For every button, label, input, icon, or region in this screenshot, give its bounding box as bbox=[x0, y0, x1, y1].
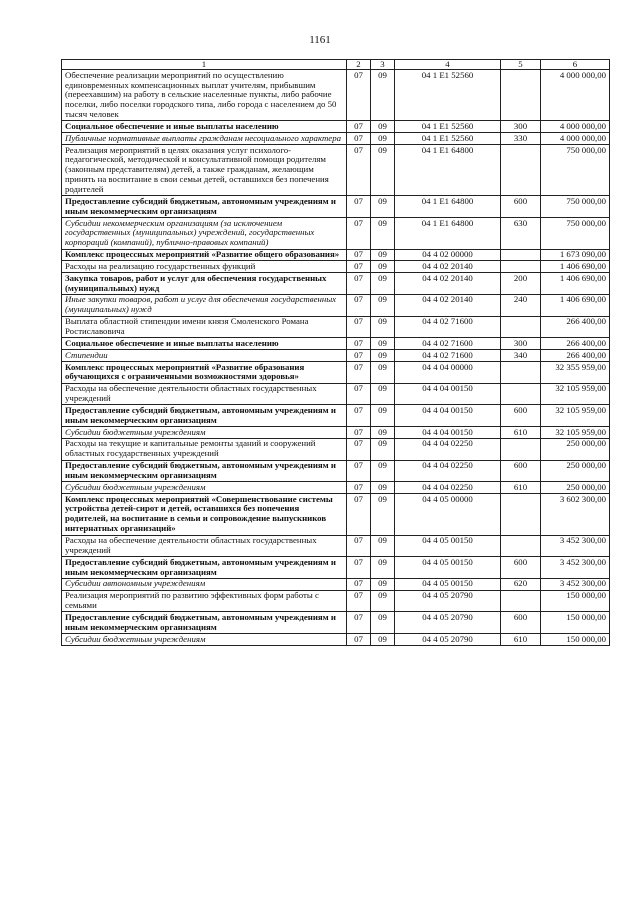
expense-type-cell: 300 bbox=[501, 338, 541, 350]
expense-type-cell bbox=[501, 70, 541, 121]
table-row bbox=[62, 145, 610, 196]
table-row bbox=[62, 427, 610, 439]
expense-type-cell: 330 bbox=[501, 133, 541, 145]
amount-cell: 266 400,00 bbox=[541, 350, 610, 362]
table-row bbox=[62, 261, 610, 273]
header-cell: 6 bbox=[541, 60, 610, 70]
section-code-cell: 07 bbox=[347, 196, 371, 218]
amount-cell: 1 406 690,00 bbox=[541, 273, 610, 295]
row-name-cell: Социальное обеспечение и иные выплаты населению bbox=[62, 338, 347, 350]
section-code-cell: 07 bbox=[347, 316, 371, 338]
subsection-code-cell: 09 bbox=[371, 383, 395, 405]
section-code-cell: 07 bbox=[347, 427, 371, 439]
subsection-code-cell: 09 bbox=[371, 460, 395, 482]
expense-type-cell bbox=[501, 383, 541, 405]
target-article-cell: 04 4 02 71600 bbox=[395, 350, 501, 362]
amount-cell: 3 452 300,00 bbox=[541, 578, 610, 590]
row-name-cell: Субсидии некоммерческим организациям (за исключением государственных (муниципальных) учреждений, государственных корпораций (компаний), публично-правовых компаний) bbox=[62, 218, 347, 250]
row-name-cell: Обеспечение реализации мероприятий по осуществлению единовременных компенсационных выплат учителям, прибывшим (переехавшим) на работу в сельские населенные пункты, либо рабочие поселки, либо поселки городского типа, либо города с населением до 50 тысяч человек bbox=[62, 70, 347, 121]
target-article-cell: 04 4 04 00150 bbox=[395, 427, 501, 439]
section-code-cell: 07 bbox=[347, 133, 371, 145]
expense-type-cell bbox=[501, 494, 541, 535]
row-name-cell: Субсидии бюджетным учреждениям bbox=[62, 427, 347, 439]
row-name-cell: Закупка товаров, работ и услуг для обеспечения государственных (муниципальных) нужд bbox=[62, 273, 347, 295]
section-code-cell: 07 bbox=[347, 145, 371, 196]
amount-cell: 32 105 959,00 bbox=[541, 405, 610, 427]
row-name-cell: Комплекс процессных мероприятий «Совершенствование системы устройства детей-сирот и детей, оставшихся без попечения родителей, на воспитание в семьи и сопровождение выпускников интернатных организаций» bbox=[62, 494, 347, 535]
amount-cell: 750 000,00 bbox=[541, 196, 610, 218]
section-code-cell: 07 bbox=[347, 261, 371, 273]
subsection-code-cell: 09 bbox=[371, 196, 395, 218]
table-row bbox=[62, 70, 610, 121]
subsection-code-cell: 09 bbox=[371, 294, 395, 316]
subsection-code-cell: 09 bbox=[371, 557, 395, 579]
amount-cell: 32 355 959,00 bbox=[541, 362, 610, 384]
amount-cell: 32 105 959,00 bbox=[541, 427, 610, 439]
subsection-code-cell: 09 bbox=[371, 578, 395, 590]
row-name-cell: Расходы на обеспечение деятельности областных государственных учреждений bbox=[62, 535, 347, 557]
amount-cell: 3 452 300,00 bbox=[541, 535, 610, 557]
subsection-code-cell: 09 bbox=[371, 218, 395, 250]
subsection-code-cell: 09 bbox=[371, 405, 395, 427]
table-row bbox=[62, 338, 610, 350]
amount-cell: 250 000,00 bbox=[541, 438, 610, 460]
table-row bbox=[62, 634, 610, 646]
section-code-cell: 07 bbox=[347, 578, 371, 590]
subsection-code-cell: 09 bbox=[371, 350, 395, 362]
table-row bbox=[62, 316, 610, 338]
expense-type-cell: 620 bbox=[501, 578, 541, 590]
amount-cell: 250 000,00 bbox=[541, 482, 610, 494]
subsection-code-cell: 09 bbox=[371, 482, 395, 494]
row-name-cell: Реализация мероприятий в целях оказания услуг психолого-педагогической, методической и консультативной помощи родителям (законным представителям) детей, а также гражданам, желающим принять на воспитание в свои семьи детей, оставшихся без попечения родителей bbox=[62, 145, 347, 196]
table-row bbox=[62, 535, 610, 557]
target-article-cell: 04 1 E1 52560 bbox=[395, 121, 501, 133]
table-row bbox=[62, 249, 610, 261]
expense-type-cell bbox=[501, 249, 541, 261]
amount-cell: 266 400,00 bbox=[541, 338, 610, 350]
table-row bbox=[62, 273, 610, 295]
target-article-cell: 04 4 04 02250 bbox=[395, 482, 501, 494]
amount-cell: 750 000,00 bbox=[541, 218, 610, 250]
section-code-cell: 07 bbox=[347, 535, 371, 557]
table-row bbox=[62, 362, 610, 384]
target-article-cell: 04 4 04 02250 bbox=[395, 438, 501, 460]
target-article-cell: 04 4 04 00000 bbox=[395, 362, 501, 384]
expense-type-cell: 340 bbox=[501, 350, 541, 362]
section-code-cell: 07 bbox=[347, 494, 371, 535]
row-name-cell: Субсидии автономным учреждениям bbox=[62, 578, 347, 590]
amount-cell: 750 000,00 bbox=[541, 145, 610, 196]
table-row bbox=[62, 405, 610, 427]
expense-type-cell: 630 bbox=[501, 218, 541, 250]
section-code-cell: 07 bbox=[347, 460, 371, 482]
section-code-cell: 07 bbox=[347, 121, 371, 133]
expense-type-cell: 600 bbox=[501, 405, 541, 427]
header-cell: 1 bbox=[62, 60, 347, 70]
amount-cell: 3 452 300,00 bbox=[541, 557, 610, 579]
expense-type-cell: 600 bbox=[501, 196, 541, 218]
amount-cell: 1 406 690,00 bbox=[541, 294, 610, 316]
amount-cell: 32 105 959,00 bbox=[541, 383, 610, 405]
subsection-code-cell: 09 bbox=[371, 145, 395, 196]
subsection-code-cell: 09 bbox=[371, 634, 395, 646]
budget-table bbox=[61, 59, 610, 646]
amount-cell: 1 406 690,00 bbox=[541, 261, 610, 273]
target-article-cell: 04 4 04 00150 bbox=[395, 383, 501, 405]
expense-type-cell: 610 bbox=[501, 427, 541, 439]
section-code-cell: 07 bbox=[347, 249, 371, 261]
section-code-cell: 07 bbox=[347, 350, 371, 362]
target-article-cell: 04 1 E1 52560 bbox=[395, 70, 501, 121]
header-cell: 5 bbox=[501, 60, 541, 70]
subsection-code-cell: 09 bbox=[371, 438, 395, 460]
subsection-code-cell: 09 bbox=[371, 362, 395, 384]
expense-type-cell: 240 bbox=[501, 294, 541, 316]
expense-type-cell: 600 bbox=[501, 557, 541, 579]
section-code-cell: 07 bbox=[347, 405, 371, 427]
expense-type-cell: 610 bbox=[501, 634, 541, 646]
row-name-cell: Субсидии бюджетным учреждениям bbox=[62, 482, 347, 494]
section-code-cell: 07 bbox=[347, 294, 371, 316]
target-article-cell: 04 4 05 00000 bbox=[395, 494, 501, 535]
target-article-cell: 04 4 05 00150 bbox=[395, 535, 501, 557]
amount-cell: 1 673 090,00 bbox=[541, 249, 610, 261]
subsection-code-cell: 09 bbox=[371, 427, 395, 439]
expense-type-cell: 610 bbox=[501, 482, 541, 494]
target-article-cell: 04 4 05 00150 bbox=[395, 557, 501, 579]
target-article-cell: 04 1 E1 64800 bbox=[395, 145, 501, 196]
row-name-cell: Публичные нормативные выплаты гражданам несоциального характера bbox=[62, 133, 347, 145]
expense-type-cell bbox=[501, 590, 541, 612]
table-row bbox=[62, 438, 610, 460]
subsection-code-cell: 09 bbox=[371, 535, 395, 557]
subsection-code-cell: 09 bbox=[371, 316, 395, 338]
expense-type-cell: 600 bbox=[501, 460, 541, 482]
expense-type-cell: 600 bbox=[501, 612, 541, 634]
header-cell: 2 bbox=[347, 60, 371, 70]
subsection-code-cell: 09 bbox=[371, 273, 395, 295]
row-name-cell: Субсидии бюджетным учреждениям bbox=[62, 634, 347, 646]
table-row bbox=[62, 133, 610, 145]
target-article-cell: 04 4 05 20790 bbox=[395, 612, 501, 634]
header-cell: 3 bbox=[371, 60, 395, 70]
table-row bbox=[62, 460, 610, 482]
target-article-cell: 04 4 05 00150 bbox=[395, 578, 501, 590]
section-code-cell: 07 bbox=[347, 634, 371, 646]
subsection-code-cell: 09 bbox=[371, 338, 395, 350]
expense-type-cell bbox=[501, 362, 541, 384]
table-row bbox=[62, 383, 610, 405]
amount-cell: 250 000,00 bbox=[541, 460, 610, 482]
row-name-cell: Предоставление субсидий бюджетным, автономным учреждениям и иным некоммерческим организациям bbox=[62, 196, 347, 218]
amount-cell: 4 000 000,00 bbox=[541, 133, 610, 145]
table-header-row bbox=[62, 60, 610, 70]
target-article-cell: 04 4 04 00150 bbox=[395, 405, 501, 427]
target-article-cell: 04 4 02 20140 bbox=[395, 294, 501, 316]
section-code-cell: 07 bbox=[347, 438, 371, 460]
amount-cell: 4 000 000,00 bbox=[541, 70, 610, 121]
budget-table-body bbox=[62, 60, 610, 646]
subsection-code-cell: 09 bbox=[371, 121, 395, 133]
target-article-cell: 04 4 02 00000 bbox=[395, 249, 501, 261]
section-code-cell: 07 bbox=[347, 482, 371, 494]
row-name-cell: Иные закупки товаров, работ и услуг для обеспечения государственных (муниципальных) нужд bbox=[62, 294, 347, 316]
table-row bbox=[62, 612, 610, 634]
target-article-cell: 04 4 02 20140 bbox=[395, 261, 501, 273]
row-name-cell: Предоставление субсидий бюджетным, автономным учреждениям и иным некоммерческим организациям bbox=[62, 405, 347, 427]
subsection-code-cell: 09 bbox=[371, 133, 395, 145]
subsection-code-cell: 09 bbox=[371, 612, 395, 634]
amount-cell: 4 000 000,00 bbox=[541, 121, 610, 133]
subsection-code-cell: 09 bbox=[371, 494, 395, 535]
table-row bbox=[62, 121, 610, 133]
table-row bbox=[62, 294, 610, 316]
amount-cell: 3 602 300,00 bbox=[541, 494, 610, 535]
section-code-cell: 07 bbox=[347, 273, 371, 295]
row-name-cell: Расходы на обеспечение деятельности областных государственных учреждений bbox=[62, 383, 347, 405]
target-article-cell: 04 4 02 20140 bbox=[395, 273, 501, 295]
subsection-code-cell: 09 bbox=[371, 590, 395, 612]
subsection-code-cell: 09 bbox=[371, 261, 395, 273]
row-name-cell: Комплекс процессных мероприятий «Развитие общего образования» bbox=[62, 249, 347, 261]
amount-cell: 150 000,00 bbox=[541, 612, 610, 634]
target-article-cell: 04 1 E1 64800 bbox=[395, 218, 501, 250]
section-code-cell: 07 bbox=[347, 590, 371, 612]
header-cell: 4 bbox=[395, 60, 501, 70]
row-name-cell: Предоставление субсидий бюджетным, автономным учреждениям и иным некоммерческим организациям bbox=[62, 612, 347, 634]
expense-type-cell: 300 bbox=[501, 121, 541, 133]
section-code-cell: 07 bbox=[347, 383, 371, 405]
table-row bbox=[62, 482, 610, 494]
target-article-cell: 04 4 02 71600 bbox=[395, 316, 501, 338]
target-article-cell: 04 4 04 02250 bbox=[395, 460, 501, 482]
table-row bbox=[62, 557, 610, 579]
target-article-cell: 04 4 05 20790 bbox=[395, 634, 501, 646]
expense-type-cell bbox=[501, 535, 541, 557]
row-name-cell: Социальное обеспечение и иные выплаты населению bbox=[62, 121, 347, 133]
row-name-cell: Стипендии bbox=[62, 350, 347, 362]
target-article-cell: 04 1 E1 52560 bbox=[395, 133, 501, 145]
table-row bbox=[62, 196, 610, 218]
table-row bbox=[62, 494, 610, 535]
target-article-cell: 04 4 05 20790 bbox=[395, 590, 501, 612]
expense-type-cell bbox=[501, 261, 541, 273]
row-name-cell: Реализация мероприятий по развитию эффективных форм работы с семьями bbox=[62, 590, 347, 612]
expense-type-cell bbox=[501, 145, 541, 196]
table-row bbox=[62, 590, 610, 612]
section-code-cell: 07 bbox=[347, 362, 371, 384]
expense-type-cell bbox=[501, 316, 541, 338]
subsection-code-cell: 09 bbox=[371, 249, 395, 261]
row-name-cell: Расходы на текущие и капитальные ремонты зданий и сооружений областных государственных учреждений bbox=[62, 438, 347, 460]
subsection-code-cell: 09 bbox=[371, 70, 395, 121]
amount-cell: 150 000,00 bbox=[541, 590, 610, 612]
row-name-cell: Предоставление субсидий бюджетным, автономным учреждениям и иным некоммерческим организациям bbox=[62, 557, 347, 579]
page-number: 1161 bbox=[309, 34, 331, 46]
amount-cell: 150 000,00 bbox=[541, 634, 610, 646]
table-row bbox=[62, 578, 610, 590]
table-row bbox=[62, 218, 610, 250]
amount-cell: 266 400,00 bbox=[541, 316, 610, 338]
section-code-cell: 07 bbox=[347, 218, 371, 250]
row-name-cell: Предоставление субсидий бюджетным, автономным учреждениям и иным некоммерческим организациям bbox=[62, 460, 347, 482]
section-code-cell: 07 bbox=[347, 70, 371, 121]
section-code-cell: 07 bbox=[347, 612, 371, 634]
target-article-cell: 04 1 E1 64800 bbox=[395, 196, 501, 218]
section-code-cell: 07 bbox=[347, 338, 371, 350]
expense-type-cell bbox=[501, 438, 541, 460]
row-name-cell: Комплекс процессных мероприятий «Развитие образования обучающихся с ограниченными возможностями здоровья» bbox=[62, 362, 347, 384]
expense-type-cell: 200 bbox=[501, 273, 541, 295]
row-name-cell: Расходы на реализацию государственных функций bbox=[62, 261, 347, 273]
row-name-cell: Выплата областной стипендии имени князя Смоленского Романа Ростиславовича bbox=[62, 316, 347, 338]
section-code-cell: 07 bbox=[347, 557, 371, 579]
target-article-cell: 04 4 02 71600 bbox=[395, 338, 501, 350]
table-row bbox=[62, 350, 610, 362]
